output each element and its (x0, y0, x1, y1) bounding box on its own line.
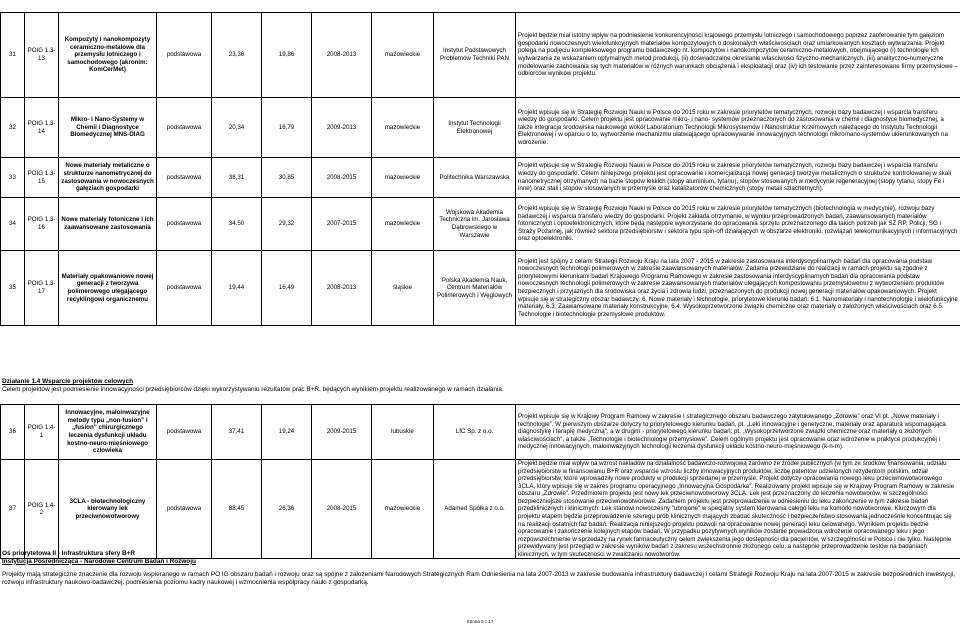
row-number: 34 (1, 198, 25, 251)
section-ii-subtitle: Instytucja Pośrednicząca - Narodowe Centrum Badań i Rozwoju (2, 557, 196, 565)
project-name: Innowacyjne, małoinwazyjne metody typu „non-fusion” i „fusion” chirurgicznego leczenia dysfunkcji układu kostno-neuro-mięśniowego człowieka (59, 405, 157, 460)
total-value: 20,34 (212, 98, 262, 158)
table-row (1, 98, 960, 158)
row-number: 36 (1, 405, 25, 460)
project-name: Kompozyty i nanokompozyty ceramiczno-metalowe dla przemysłu lotniczego i samochodowego (akronim: KomCerMet) (59, 13, 157, 98)
project-name: 3CLA - biotechnologiczny kierowany lek przeciwnowotworowy (59, 460, 157, 559)
project-years: 2008-2015 (312, 158, 372, 198)
total-value: 23,36 (212, 13, 262, 98)
row-number: 35 (1, 251, 25, 326)
project-code: POIG 1.4-2 (25, 460, 59, 559)
project-name: Nowe materiały metaliczne o strukturze nanometrycznej do zastosowania w nowoczesnych gałęziach gospodarki (59, 158, 157, 198)
project-code: POIG 1.3-15 (25, 158, 59, 198)
total-value: 88,45 (212, 460, 262, 559)
eu-value: 16,79 (262, 98, 312, 158)
beneficiary: LfC Sp. z o.o. (434, 405, 516, 460)
project-code: POIG 1.3-16 (25, 198, 59, 251)
total-value: 19,44 (212, 251, 262, 326)
project-description: Projekt jest spójny z celami Strategii Rozwoju Kraju na lata 2007 - 2015 w zakresie zastosowania interdyscyplinarnych badań dla opracowania podstaw nowoczesnych technologii polimerowych w zakresie zaawansowanych materiałów. Zadania przewidziane do realizacji w ramach projektu są zgodne z priorytetowymi kierunkami badań Krajowego Programu Ramowego w zakresie zastosowania interdyscyplinarnych badań dla opracowania podstaw nowoczesnych technologii polimerowych w zakresie zaawansowanych materiałów ulegających kompostowaniu przemysłowemu z wytworzeniem produktów bezpiecznych i przyjaznych dla środowiska oraz życia i zdrowia ludzi, przeznaczonych do produkcji nowej generacji materiałów opakowaniowych. Projekt wpisuje się w strategiczny obszar badawczy: 6. Nowe materiały i technologie, priorytetowe kierunki badań: 6.1. Nanomateriały i nanotechnologie i wielofunkcyjne materiały, 6.3. Zaawansowane materiały konstrukcyjne, 6.4. Wysokoprzetworzone związki chemiczne oraz materiały o założonych właściwościach oraz 6.5. Technologie i biotechnologie przemysłowe produktów. (516, 251, 960, 326)
total-value: 34,50 (212, 198, 262, 251)
beneficiary: Polska Akademia Nauk, Centrum Materiałów Polimerowych i Węglowych (434, 251, 516, 326)
project-description: Projekt wpisuje się w Strategię Rozwoju Nauki w Polsce do 2015 roku w zakresie priorytetów tematycznych (biotechnologia w medycynie), rozwoju bazy badawczej i wsparcia transferu wiedzy do gospodarki. Projekt zakłada otrzymanie, w wyniku przeprowadzonych badań, zaawansowanych materiałów fotonicznych i optoelektronicznych, które będą następnie wykorzystane do opracowania sprzętu przeznaczonego dla takich potrzeb jak SZ RP, Policji, SG i Straży Pożarnej, jak również sektora przedsiębiorstw i sektora typu spin-off działających w obszarze elektroniki, rozwiązań telekomunikacyjnych i informacyjnych oraz optoelektroniki. (516, 198, 960, 251)
project-code: POIG 1.4-1 (25, 405, 59, 460)
project-region: mazowieckie (372, 460, 434, 559)
projects-table-1-3 (0, 12, 960, 326)
project-region: mazowieckie (372, 198, 434, 251)
project-description: Projekt wpisuje się w Strategię Rozwoju Nauki w Polsce do 2015 roku w zakresie priorytetów tematycznych, rozwoju bazy badawczej i wsparcia transferu wiedzy do gospodarki. Celem projektu jest opracowanie mikro- i nano- systemów przeznaczonych do zastosowania w chemii i diagnostyce biomedycznej, a także integracja środowiska naukowego wokół Laboratorium Technologii Mikrosystemów i Nanostruktur Krzemowych należącego do Instytutu Technologii Elektronowej i w oparciu o to, wytworzenie mechanizmu ułatwiającego opracowywanie innowacyjnych technologii mikro/nano-systemów ukierunkowanych na wdrożenie. (516, 98, 960, 158)
project-region: mazowieckie (372, 158, 434, 198)
project-years: 2008-2013 (312, 251, 372, 326)
project-code: POIG 1.3-17 (25, 251, 59, 326)
row-number: 33 (1, 158, 25, 198)
project-type: podstawowa (157, 460, 212, 559)
section-1-4 (2, 378, 957, 393)
eu-value: 19,24 (262, 405, 312, 460)
table-row (1, 251, 960, 326)
table-row (1, 405, 960, 460)
project-type: podstawowa (157, 405, 212, 460)
section-ii-title: Oś priorytetowa II - Infrastruktura sfery B+R (2, 550, 135, 557)
section-ii (2, 550, 957, 587)
project-type: podstawowa (157, 13, 212, 98)
table-row (1, 460, 960, 559)
project-description: Projekt będzie miał istotny wpływ na podniesienie konkurencyjności krajowego przemysłu lotniczego i samochodowego poprzez zaoferowanie tym gałęziom gospodarki nowoczesnych wielofunkcyjnych materiałów kompozytowych o doskonałych właściwościach oraz umiarkowanych kosztach wytwarzania. Projekt polega na podjęciu kompleksowego programu badawczego nt. kompozytów i nanokompozytów ceramiczno-metalowych, obejmującego (i) technologie ich wytwarzania ze wskazaniem optymalnych metod produkcji, (ii) doświadczalne określanie właściwości fizyczno-mechanicznych, (iii) analityczno-numeryczne modelowanie zachowania się tych materiałów w różnych warunkach obciążenia i eksploatacji oraz (iv) ich testowanie przez zainteresowane firmy przemysłowe – odbiorców wyników projektu. (516, 13, 960, 98)
project-code: POIG 1.3-13 (25, 13, 59, 98)
table-row (1, 198, 960, 251)
row-number: 37 (1, 460, 25, 559)
eu-value: 16,49 (262, 251, 312, 326)
project-description: Projekt wpisuje się w Strategię Rozwoju Nauki w Polsce do 2015 roku w zakresie priorytetów tematycznych, rozwoju bazy badawczej i wsparcia transferu wiedzy do gospodarki. Celem niniejszego projektu jest opracowanie i komercjalizacja nowej generacji tworzyw metalicznych o strukturze kontrolowanej w skali nanometrycznej otrzymanych na bazie stopów lekkich (stopy aluminium, tytanu), stopów stosowanych w medycynie regeneracyjnej (stopy tytanu, stopy Fe i inne) oraz stali i stopów stosowanych w przemyśle oraz katalizatorów chemicznych (stopy metali szlachetnych). (516, 158, 960, 198)
table-row (1, 158, 960, 198)
eu-value: 30,85 (262, 158, 312, 198)
project-type: podstawowa (157, 158, 212, 198)
beneficiary: Instytut Podstawowych Problemów Techniki PAN (434, 13, 516, 98)
section-ii-text: Projekty mają strategiczne znaczenie dla rozwoju wspieranego w ramach PO IG obszaru badań i rozwoju oraz są spójne z założeniami Narodowych Strategicznych Ram Odniesienia na lata 2007-2013 w zakresie budowania infrastruktury badawczej i celami Strategii Rozwoju Kraju na lata 2007-2015 w zakresie bezpośrednich inwestycji, rozwoju infrastruktury naukowo-badawczej, podniesienia poziomu kadry naukowej i wzmocnienia współpracy nauki z gospodarką. (2, 571, 956, 587)
project-region: mazowieckie (372, 13, 434, 98)
eu-value: 19,86 (262, 13, 312, 98)
row-number: 31 (1, 13, 25, 98)
eu-value: 26,36 (262, 460, 312, 559)
project-description: Projekt będzie miał wpływ na wzrost nakładów na działalność badawczo-rozwojową zarówno ze źródeł publicznych (w tym ze środków finansowania, udziału przedsiębiorstw w finansowaniu B+R oraz wsparcie wzrostu liczby innowacyjnych produktów, liczbę patentów udzielonych rezydentom polskim, udział przedsiębiorstw, które wprowadziły nowe produkty w produkcji sprzedanej w przemyśle. Projekt dotyczy opracowania nowego leku przeciwnowotworowego 3CLA, który wpisuje się w zakres programu operacyjnego „Innowacyjna Gospodarka”. Realizowany projekt wpisuje się w Krajowy Program Ramowy w zakresie obszaru „Zdrowie”. Przedmiotem projektu jest nowy lek przeciwnowotworowy 3CLA. Lek jest przeznaczony do leczenia nowotworów, w szczególności bezpieczniejsze stosowanie przeciwnowotworowe. Zadaniem projektu jest przeprowadzenie w odniesieniu do leku zakończenie w tym zakresie badań przedklinicznych i klinicznych. Lek stanowi nowoczesny "ubrojone" w specjalny system kierowania całego leku na komórki nowotworowe. Kluczowym dla projektu etapem będzie przeprowadzenie szeregu prób klinicznych mających zbadać skuteczność i bezpieczeństwo stosowania jednocześnie koncentrując się na realizacji ostatnich faz badań. Realizacja niniejszego projektu pozwoli na opracowanie nowej generacji leku celowanego. Wynikiem projektu będzie opracowanie i zakończenie kolejnych etapów badań. W przypadku pozytywnych wyników zostanie prowadzona wdrożenie opracowanego leku i jego rozpowszechnienie w sprzedaży na rynek farmaceutyczny celem zwiększenia jego dostępności dla pacjentów, w szczególności w Polsce i nie tylko. Następnie przewidywany jest przegląd w zakresie wyników badań z zakresu wszechstronnie złożonego celu, a następnie przeprowadzenie testów na badaniach klinicznych, w tym skuteczności w zwalczaniu nowotworów. (516, 460, 960, 559)
row-number: 32 (1, 98, 25, 158)
project-years: 2009-2013 (312, 98, 372, 158)
project-type: podstawowa (157, 251, 212, 326)
project-region: mazowieckie (372, 98, 434, 158)
project-name: Materiały opakowaniowe nowej generacji z tworzywa polimerowego ulegającego recyklingowi organicznemu (59, 251, 157, 326)
eu-value: 29,32 (262, 198, 312, 251)
page-footer: Strona 5 z 17 (466, 619, 494, 624)
project-code: POIG 1.3-14 (25, 98, 59, 158)
project-name: Nowe materiały fotoniczne i ich zaawansowane zastosowania (59, 198, 157, 251)
project-years: 2008-2015 (312, 460, 372, 559)
project-years: 2008-2013 (312, 13, 372, 98)
beneficiary: Wojskowa Akademia Techniczna im. Jarosława Dąbrowskiego w Warszawie (434, 198, 516, 251)
table-row (1, 13, 960, 98)
project-description: Projekt wpisuje się w Krajowy Program Ramowy w zakresie I strategicznego obszaru badawczego zatytułowanego „Zdrowie” oraz VI pt. „Nowe materiały i technologie”. W pierwszym obszarze dotyczy to priorytetowego kierunku badań, pt. „Leki innowacyjne i genetyczne, materiały oraz aparatura wspomagająca diagnostykę i terapię medyczną”, a w drugim - priorytetowego kierunku badań: pt. „Wysokoprzetworzone związki chemiczne oraz materiały o złożonych właściwościach”, a także „Technologie i biotechnologie przemysłowe”. Celem ogólnym projektu jest opracowanie oraz wdrożenie w praktyce produkcyjnej i medycznej innowacyjnych, małoinwazyjnych technologii leczenia dysfunkcji układu kostno-neuro-mięśniowego (k-n-m). (516, 405, 960, 460)
beneficiary: Politechnika Warszawska (434, 158, 516, 198)
section-1-4-text: Celem projektów jest podniesienie innowacyjności przedsiębiorców dzięki wykorzystywaniu rezultatów prac B+R, będących wynikiem projektu realizowanego w ramach działania. (2, 385, 504, 393)
project-years: 2009-2015 (312, 405, 372, 460)
beneficiary: Instytut Technologii Elektronowej (434, 98, 516, 158)
project-type: podstawowa (157, 98, 212, 158)
project-type: podstawowa (157, 198, 212, 251)
project-name: Mikro- i Nano-Systemy w Chemii i Diagnostyce Biomedycznej MNS-DIAG (59, 98, 157, 158)
projects-table-1-4 (0, 404, 960, 559)
total-value: 37,41 (212, 405, 262, 460)
project-years: 2007-2015 (312, 198, 372, 251)
project-region: śląskie (372, 251, 434, 326)
total-value: 38,31 (212, 158, 262, 198)
section-1-4-title: Działanie 1.4 Wsparcie projektów celowych (2, 378, 134, 385)
beneficiary: Adamed Spółka z o.o. (434, 460, 516, 559)
project-region: lubuskie (372, 405, 434, 460)
